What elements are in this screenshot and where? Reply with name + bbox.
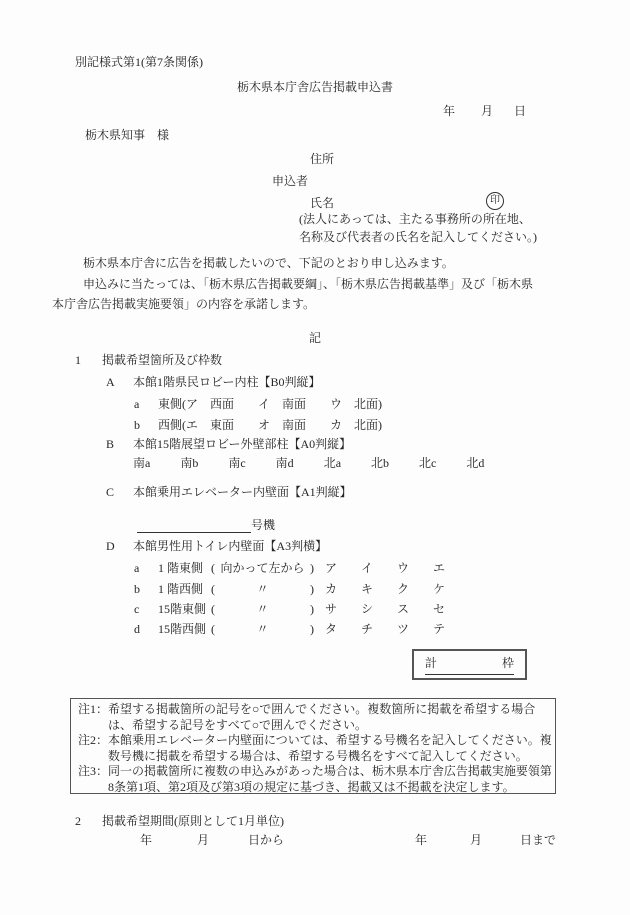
paren-open: ( [211, 582, 215, 596]
paren-open: ( [211, 602, 215, 616]
item-d-row-c-label: c [134, 602, 140, 616]
addressee: 栃木県知事 様 [85, 128, 170, 142]
frame-option: シ [361, 602, 374, 616]
frame-option: ク [397, 582, 410, 596]
total-unit: 枠 [501, 656, 514, 670]
page-title: 栃木県本庁舎広告掲載申込書 [236, 80, 393, 94]
frame-option: ツ [397, 622, 410, 636]
legal-note-line1: (法人にあっては、主たる事務所の所在地、 [299, 212, 531, 226]
note2-line2: 数号機に掲載を希望する場合は、希望する号機名をすべて記入してください。 [108, 748, 528, 763]
item-d-row-a [134, 561, 445, 576]
period-to-day: 日まで [520, 833, 557, 847]
paren-close: ) [309, 602, 314, 616]
frame-option: チ [361, 622, 374, 636]
item-a-row-b-label: b [134, 418, 140, 432]
frame-option: エ [433, 561, 446, 575]
elevator-number-blank-field [137, 519, 251, 533]
item-d-row-d-paren [211, 622, 314, 637]
total-frames-entry [425, 656, 514, 675]
item-a-title-text: 本館1階県民ロビー内柱【B0判縦】 [133, 375, 321, 389]
item-a-label: A [106, 375, 115, 389]
item-d-row-c [134, 602, 445, 617]
frame-option: セ [433, 602, 446, 616]
item-d-row-a-label: a [134, 561, 140, 575]
header-date-day: 日 [514, 104, 527, 118]
note3-line2: 8条第1項、第2項及び第3項の規定に基づき、掲載又は不掲載を決定します。 [108, 779, 515, 794]
item-d-row-a-floor: 1 階東側 [158, 561, 204, 575]
paren-close: ) [309, 622, 314, 636]
item-d-row-c-paren [211, 602, 314, 617]
item-b-title [106, 437, 351, 452]
item-c-title [106, 485, 352, 500]
body-line2: 申込みに当たっては、「栃木県広告掲載要綱」、「栃木県広告掲載基準」及び「栃木県 [83, 277, 534, 291]
frame-option: キ [361, 582, 374, 596]
item-d-row-c-floor: 15階東側 [158, 602, 207, 616]
name-label: 氏名 [310, 196, 335, 210]
position-option: 北a [323, 456, 342, 470]
section1-heading-text: 掲載希望箇所及び枠数 [102, 353, 223, 367]
notes-box [70, 698, 556, 794]
item-a-title [106, 375, 321, 390]
section2-heading [75, 814, 284, 829]
item-d-row-d-options [325, 622, 445, 637]
position-option: 南c [228, 456, 246, 470]
ditto-mark: 〃 [256, 602, 269, 616]
form-reference: 別記様式第1(第7条関係) [75, 55, 203, 69]
frame-option: サ [325, 602, 338, 616]
frame-option: ケ [433, 582, 446, 596]
address-label: 住所 [310, 152, 335, 166]
item-d-title-text: 本館男性用トイレ内壁面【A3判横】 [133, 539, 328, 553]
paren-close: ) [309, 582, 314, 596]
item-c-title-text: 本館乗用エレベーター内壁面【A1判縦】 [133, 485, 352, 499]
paren-open: ( [211, 622, 215, 636]
item-d-row-b-options [325, 582, 445, 597]
note1-line2: は、希望する記号をすべて○で囲んでください。 [108, 717, 368, 732]
section1-number: 1 [75, 353, 81, 367]
total-frames-box [412, 649, 527, 680]
record-marker: 記 [308, 331, 321, 345]
header-date-month: 月 [481, 104, 494, 118]
item-b-title-text: 本館15階展望ロビー外壁部柱【A0判縦】 [133, 437, 352, 451]
item-a-row-b [134, 418, 382, 433]
period-from-month: 月 [197, 833, 210, 847]
item-b-positions [133, 456, 484, 471]
frame-option: イ [361, 561, 374, 575]
period-from-year: 年 [140, 833, 153, 847]
section1-heading [75, 353, 222, 368]
item-a-row-a-text: 東側(ア 西面 イ 南面 ウ 北面) [158, 397, 382, 411]
position-option: 北c [419, 456, 437, 470]
item-d-row-b-label: b [134, 582, 140, 596]
paren-open: ( [211, 561, 215, 575]
position-option: 南b [180, 456, 199, 470]
frame-option: ア [325, 561, 338, 575]
body-line1: 栃木県本庁舎に広告を掲載したいので、下記のとおり申し込みます。 [83, 256, 454, 270]
position-option: 北b [371, 456, 390, 470]
frame-option: ス [397, 602, 410, 616]
item-d-label: D [106, 539, 115, 553]
ditto-mark: 〃 [256, 622, 269, 636]
item-a-row-b-text: 西側(エ 東面 オ 南面 カ 北面) [158, 418, 382, 432]
paren-close: ) [309, 561, 314, 575]
item-d-row-b-floor: 1 階西側 [158, 582, 204, 596]
item-d-row-d-floor: 15階西側 [158, 622, 207, 636]
item-d-row-d-label: d [134, 622, 140, 636]
item-d-row-b-paren [211, 582, 314, 597]
position-option: 南a [133, 456, 151, 470]
period-to-month: 月 [470, 833, 483, 847]
total-label: 計 [425, 656, 438, 670]
ditto-mark: 〃 [256, 582, 269, 596]
paren-mid: 向かって左から [220, 561, 305, 575]
item-a-row-a-label: a [134, 397, 140, 411]
item-d-row-a-options [325, 561, 445, 576]
note3-line1: 注3：同一の掲載箇所に複数の申込みがあった場合は、栃木県本庁舎広告掲載実施要領第 [78, 764, 552, 778]
item-d-row-d [134, 622, 445, 637]
period-from-day: 日から [248, 833, 285, 847]
note2-line1: 注2：本館乗用エレベーター内壁面については、希望する号機名を記入してください。複 [78, 733, 552, 747]
position-option: 北d [466, 456, 485, 470]
item-c-label: C [106, 485, 115, 499]
item-d-row-a-paren [211, 561, 314, 576]
item-b-label: B [106, 437, 115, 451]
applicant-label: 申込者 [272, 174, 309, 188]
item-a-row-a [134, 397, 382, 412]
frame-option: テ [433, 622, 446, 636]
item-c-unit-suffix: 号機 [251, 518, 276, 532]
body-line3: 本庁舎広告掲載実施要領」の内容を承諾します。 [52, 297, 316, 311]
position-option: 南d [275, 456, 294, 470]
header-date-year: 年 [443, 104, 456, 118]
frame-option: ウ [397, 561, 410, 575]
item-d-title [106, 539, 327, 554]
seal-mark-icon: 印 [486, 192, 504, 210]
legal-note-line2: 名称及び代表者の氏名を記入してください。) [299, 230, 537, 244]
period-to-year: 年 [415, 833, 428, 847]
section2-number: 2 [75, 814, 81, 828]
section2-heading-text: 掲載希望期間(原則として1月単位) [102, 814, 284, 828]
item-d-row-c-options [325, 602, 445, 617]
frame-option: カ [325, 582, 338, 596]
frame-option: タ [325, 622, 338, 636]
item-d-row-b [134, 582, 445, 597]
note1-line1: 注1：希望する掲載箇所の記号を○で囲んでください。複数箇所に掲載を希望する場合 [78, 702, 536, 716]
